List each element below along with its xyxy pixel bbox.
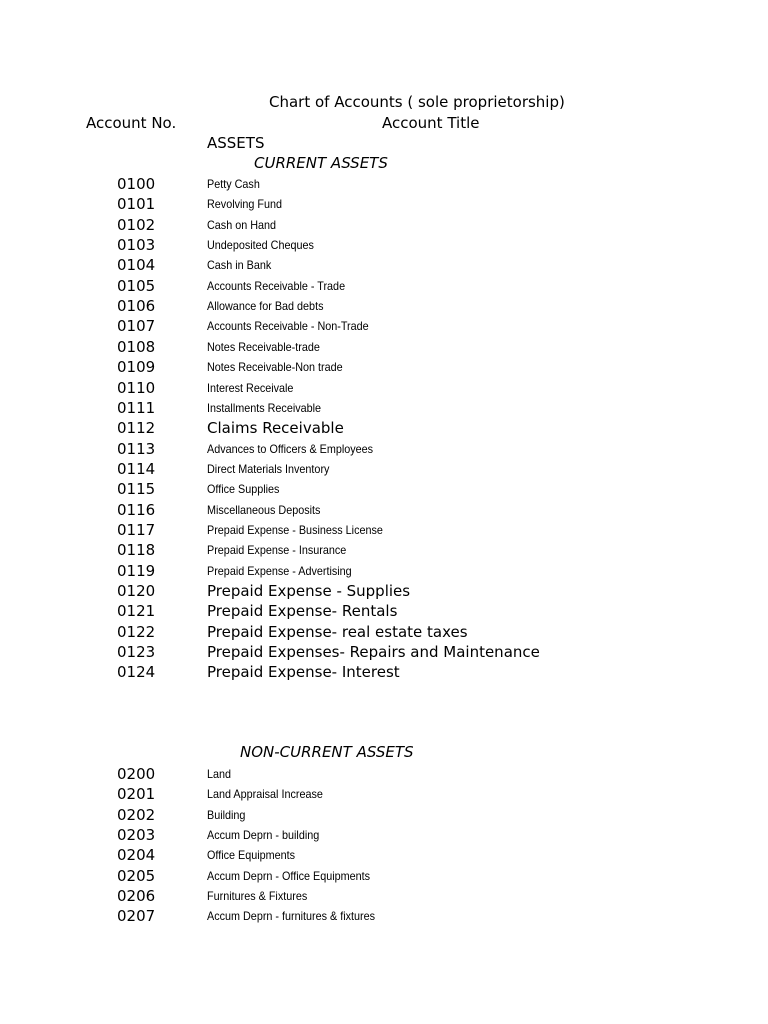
account-title: Land (207, 767, 232, 781)
account-number: 0204 (117, 846, 156, 865)
column-header-account-title: Account Title (382, 114, 480, 132)
account-row (0, 215, 768, 235)
account-title: Undeposited Cheques (207, 238, 314, 253)
account-title: Notes Receivable-Non trade (207, 360, 343, 375)
account-title: Petty Cash (207, 177, 260, 191)
account-row (0, 561, 768, 581)
account-row (0, 520, 768, 540)
account-title: Office Supplies (207, 482, 280, 497)
account-title: Accounts Receivable - Trade (207, 278, 346, 293)
account-title: Direct Materials Inventory (207, 461, 330, 476)
account-number: 0118 (117, 541, 156, 560)
account-row (0, 479, 768, 499)
account-row (0, 540, 768, 560)
account-number: 0102 (117, 215, 156, 234)
account-row (0, 784, 768, 804)
account-row (0, 357, 768, 377)
account-number: 0108 (117, 337, 156, 356)
account-title: Prepaid Expense - Advertising (207, 563, 352, 578)
account-title: Advances to Officers & Employees (207, 441, 374, 456)
account-number: 0201 (117, 785, 156, 804)
account-number: 0109 (117, 358, 156, 377)
account-title: Prepaid Expense - Insurance (207, 543, 347, 558)
account-title: Revolving Fund (207, 197, 283, 212)
account-title: Prepaid Expense - Business License (207, 522, 383, 537)
account-number: 0106 (117, 297, 156, 316)
account-row (0, 906, 768, 926)
account-row (0, 316, 768, 336)
account-number: 0100 (117, 175, 156, 193)
account-number: 0205 (117, 866, 156, 885)
account-title: Office Equipments (207, 848, 296, 863)
account-row (0, 764, 768, 784)
account-row (0, 296, 768, 316)
account-number: 0115 (117, 480, 156, 499)
account-title: Miscellaneous Deposits (207, 502, 321, 517)
account-row (0, 805, 768, 825)
account-row (0, 378, 768, 398)
account-row (0, 174, 768, 194)
account-number: 0103 (117, 236, 156, 255)
account-row (0, 601, 768, 621)
account-title: Notes Receivable-trade (207, 339, 320, 354)
account-number: 0117 (117, 520, 156, 539)
account-number: 0123 (117, 643, 156, 662)
account-title: Allowance for Bad debts (207, 299, 324, 314)
account-title: Installments Receivable (207, 400, 322, 415)
account-title: Furnitures & Fixtures (207, 889, 308, 904)
account-row (0, 622, 768, 642)
account-row (0, 866, 768, 886)
account-number: 0206 (117, 887, 156, 906)
account-row (0, 337, 768, 357)
page-title: Chart of Accounts ( sole proprietorship) (269, 93, 565, 111)
account-title: Building (207, 807, 246, 822)
account-number: 0105 (117, 276, 156, 295)
account-number: 0119 (117, 561, 156, 580)
account-number: 0116 (117, 500, 156, 519)
account-title: Accum Deprn - furnitures & fixtures (207, 909, 376, 924)
account-number: 0207 (117, 907, 156, 926)
account-number: 0121 (117, 602, 156, 621)
account-row (0, 845, 768, 865)
account-row (0, 255, 768, 275)
account-title: Prepaid Expense - Supplies (207, 582, 411, 600)
account-number: 0202 (117, 805, 156, 824)
account-number: 0107 (117, 317, 156, 336)
account-number: 0110 (117, 378, 156, 397)
account-row (0, 886, 768, 906)
account-row (0, 581, 768, 601)
account-row (0, 459, 768, 479)
account-number: 0104 (117, 256, 156, 275)
account-row (0, 194, 768, 214)
column-header-account-no: Account No. (86, 114, 177, 132)
account-row (0, 825, 768, 845)
account-title: Accounts Receivable - Non-Trade (207, 319, 369, 334)
account-row (0, 439, 768, 459)
account-row (0, 418, 768, 438)
account-number: 0113 (117, 439, 156, 458)
account-title: Prepaid Expense- Interest (207, 663, 400, 682)
section-heading-non-current-assets: NON-CURRENT ASSETS (240, 743, 414, 761)
account-title: Prepaid Expenses- Repairs and Maintenance (207, 643, 540, 662)
account-number: 0203 (117, 826, 156, 845)
category-heading-assets: ASSETS (207, 134, 265, 152)
account-number: 0122 (117, 622, 156, 641)
account-row (0, 276, 768, 296)
account-title: Accum Deprn - building (207, 828, 320, 843)
account-title: Prepaid Expense- real estate taxes (207, 622, 468, 641)
account-number: 0101 (117, 195, 156, 214)
account-number: 0120 (117, 582, 156, 600)
account-number: 0114 (117, 459, 156, 478)
account-row (0, 642, 768, 662)
account-number: 0124 (117, 663, 156, 682)
account-title: Prepaid Expense- Rentals (207, 602, 398, 621)
account-title: Cash in Bank (207, 258, 272, 273)
account-row (0, 500, 768, 520)
account-row (0, 398, 768, 418)
account-row (0, 662, 768, 682)
account-number: 0112 (117, 419, 156, 438)
account-number: 0111 (117, 398, 156, 417)
section-heading-current-assets: CURRENT ASSETS (254, 154, 388, 172)
account-row (0, 235, 768, 255)
account-number: 0200 (117, 765, 156, 783)
account-title: Accum Deprn - Office Equipments (207, 868, 371, 883)
account-title: Land Appraisal Increase (207, 787, 323, 802)
account-title: Claims Receivable (207, 419, 344, 438)
account-title: Cash on Hand (207, 217, 277, 232)
account-title: Interest Receivale (207, 380, 294, 395)
